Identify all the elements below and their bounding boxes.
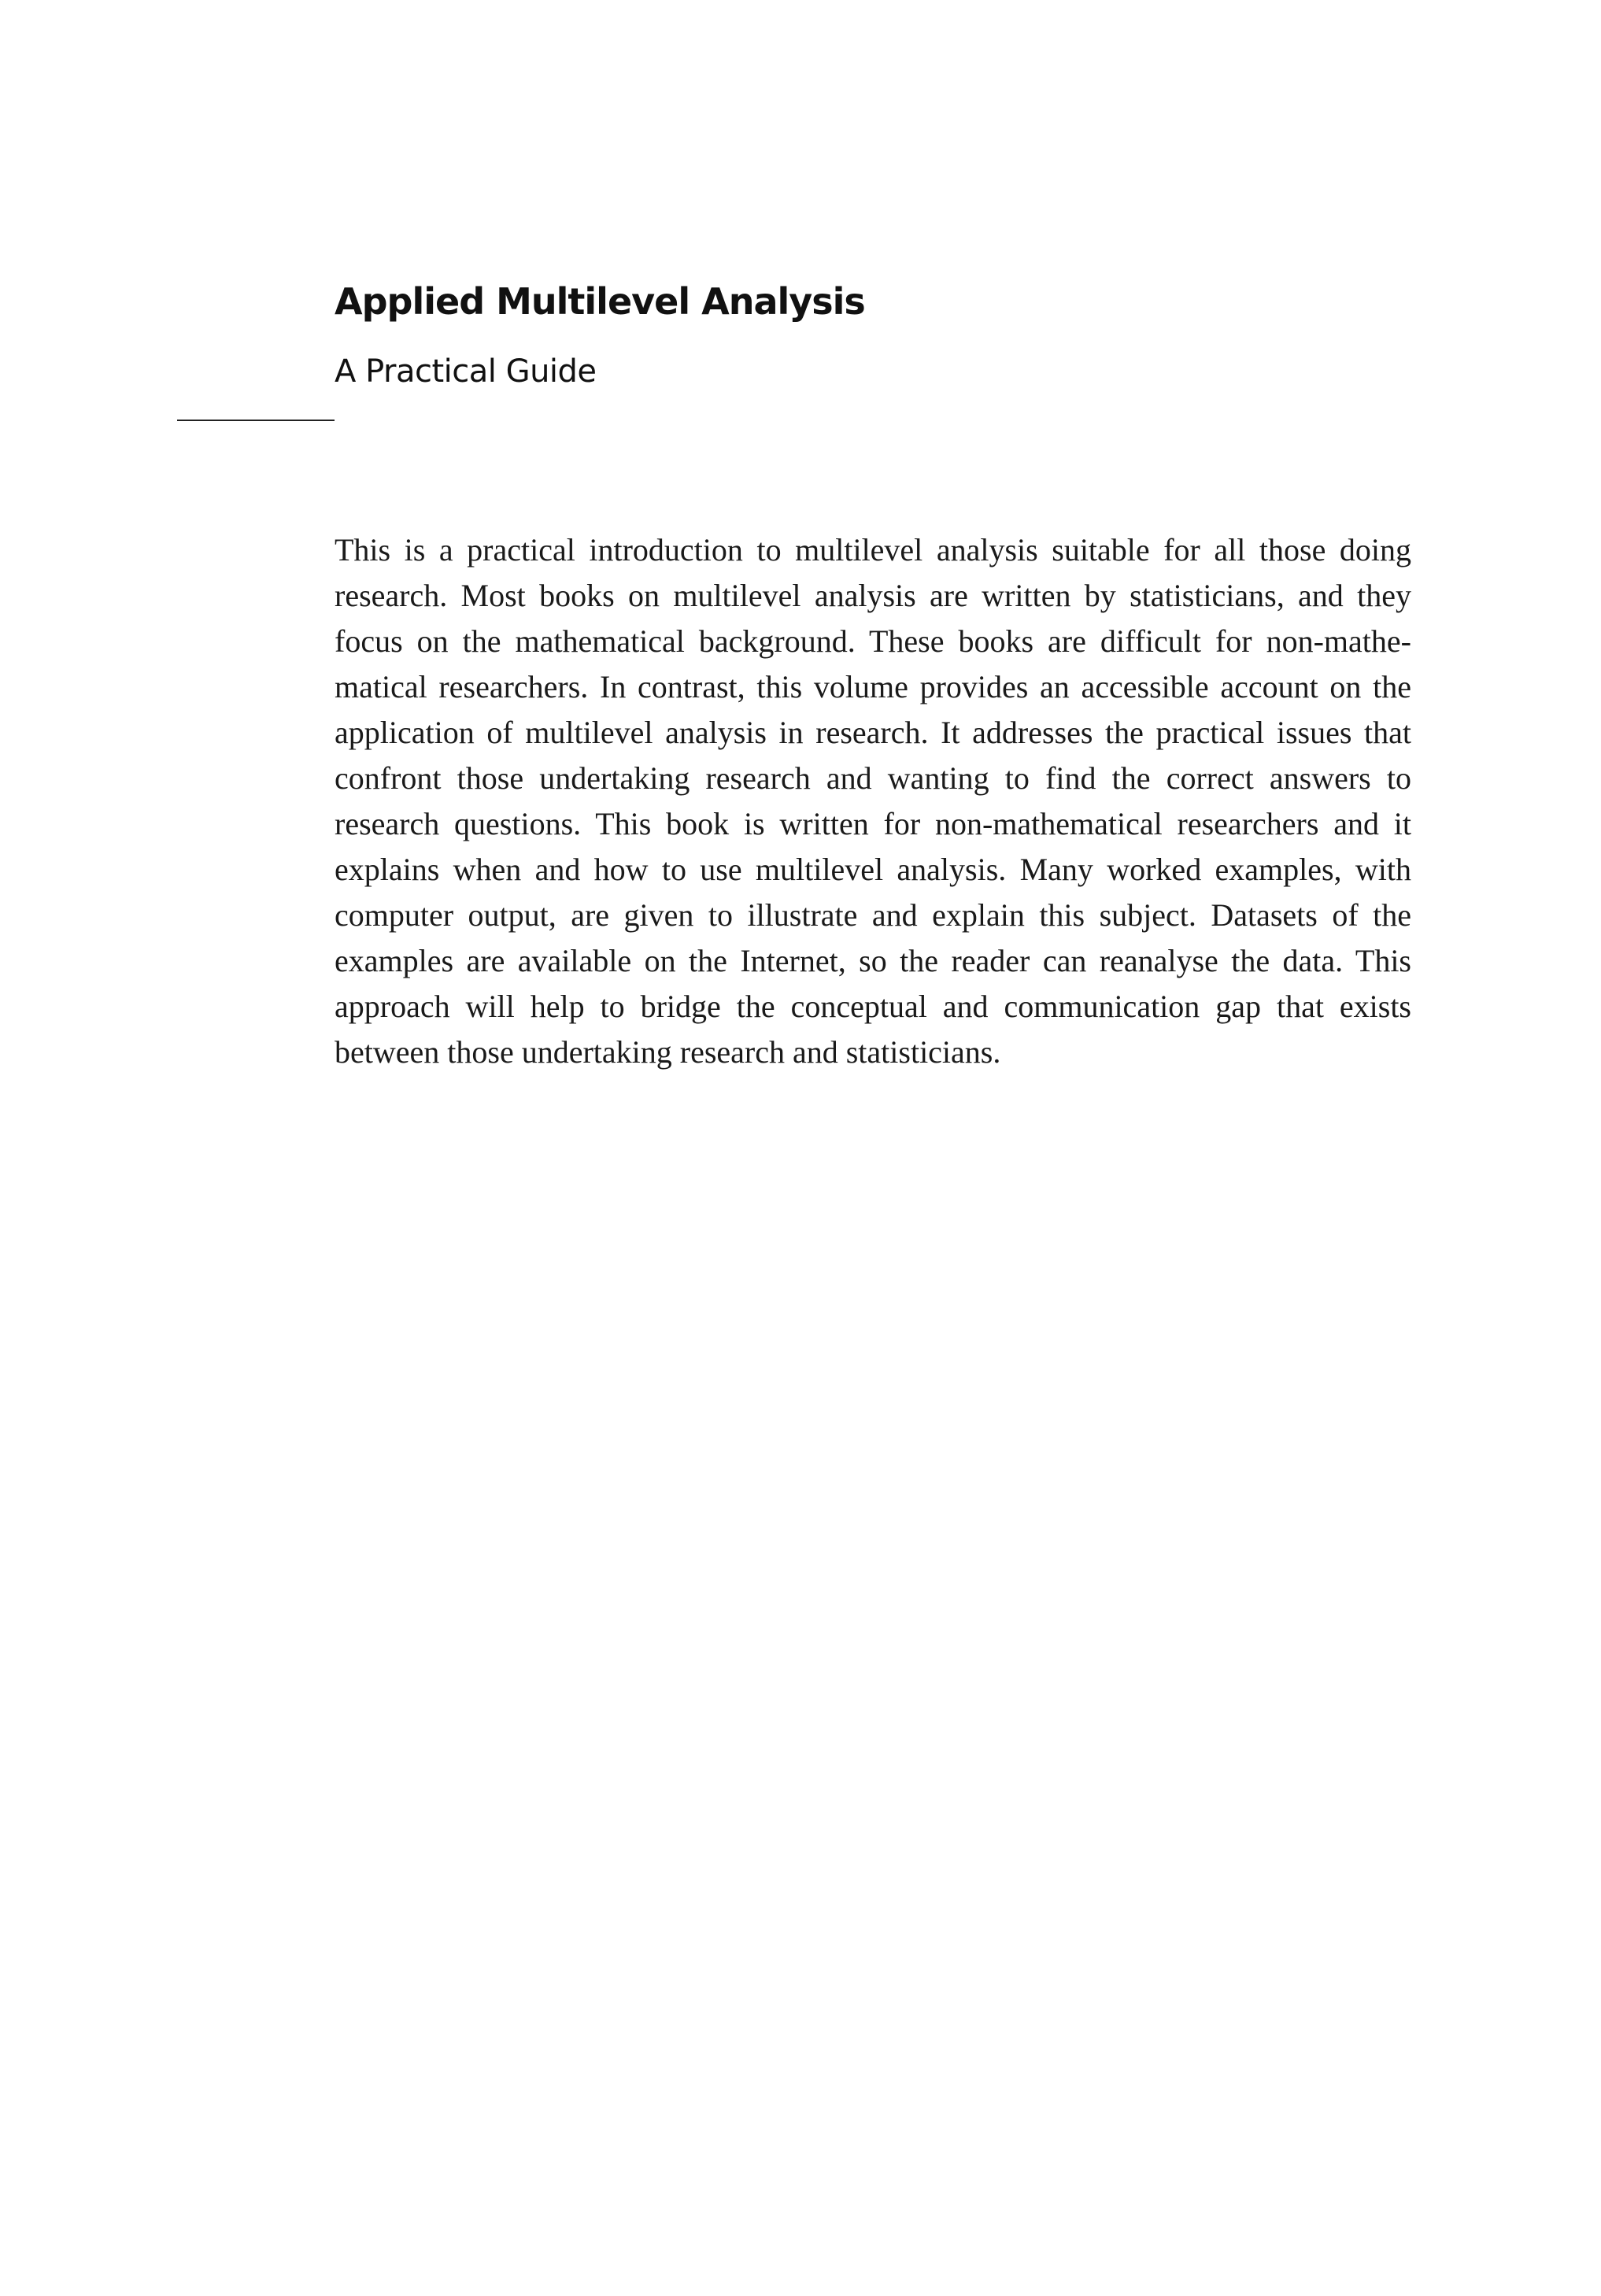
book-subtitle: A Practical Guide [335,353,597,390]
book-title: Applied Multilevel Analysis [335,280,865,323]
title-divider [177,420,335,421]
book-description: This is a practical introduction to multilevel analysis suitable for all those doing research. Most books on multilevel analysis are written by statisticians, and they focus on the mathematical background. These books are difficult for non-mathematical researchers. In contrast, this volume provides an accessible account on the application of multilevel analysis in research. It addresses the practical issues that confront those undertaking research and wanting to find the correct answers to research questions. This book is written for non-mathematical researchers and it explains when and how to use multilevel analysis. Many worked examples, with computer output, are given to illustrate and explain this subject. Datasets of the examples are available on the Internet, so the reader can reanalyse the data. This approach will help to bridge the conceptual and communication gap that exists between those undertaking research and statisticians. [335,532,1411,1070]
